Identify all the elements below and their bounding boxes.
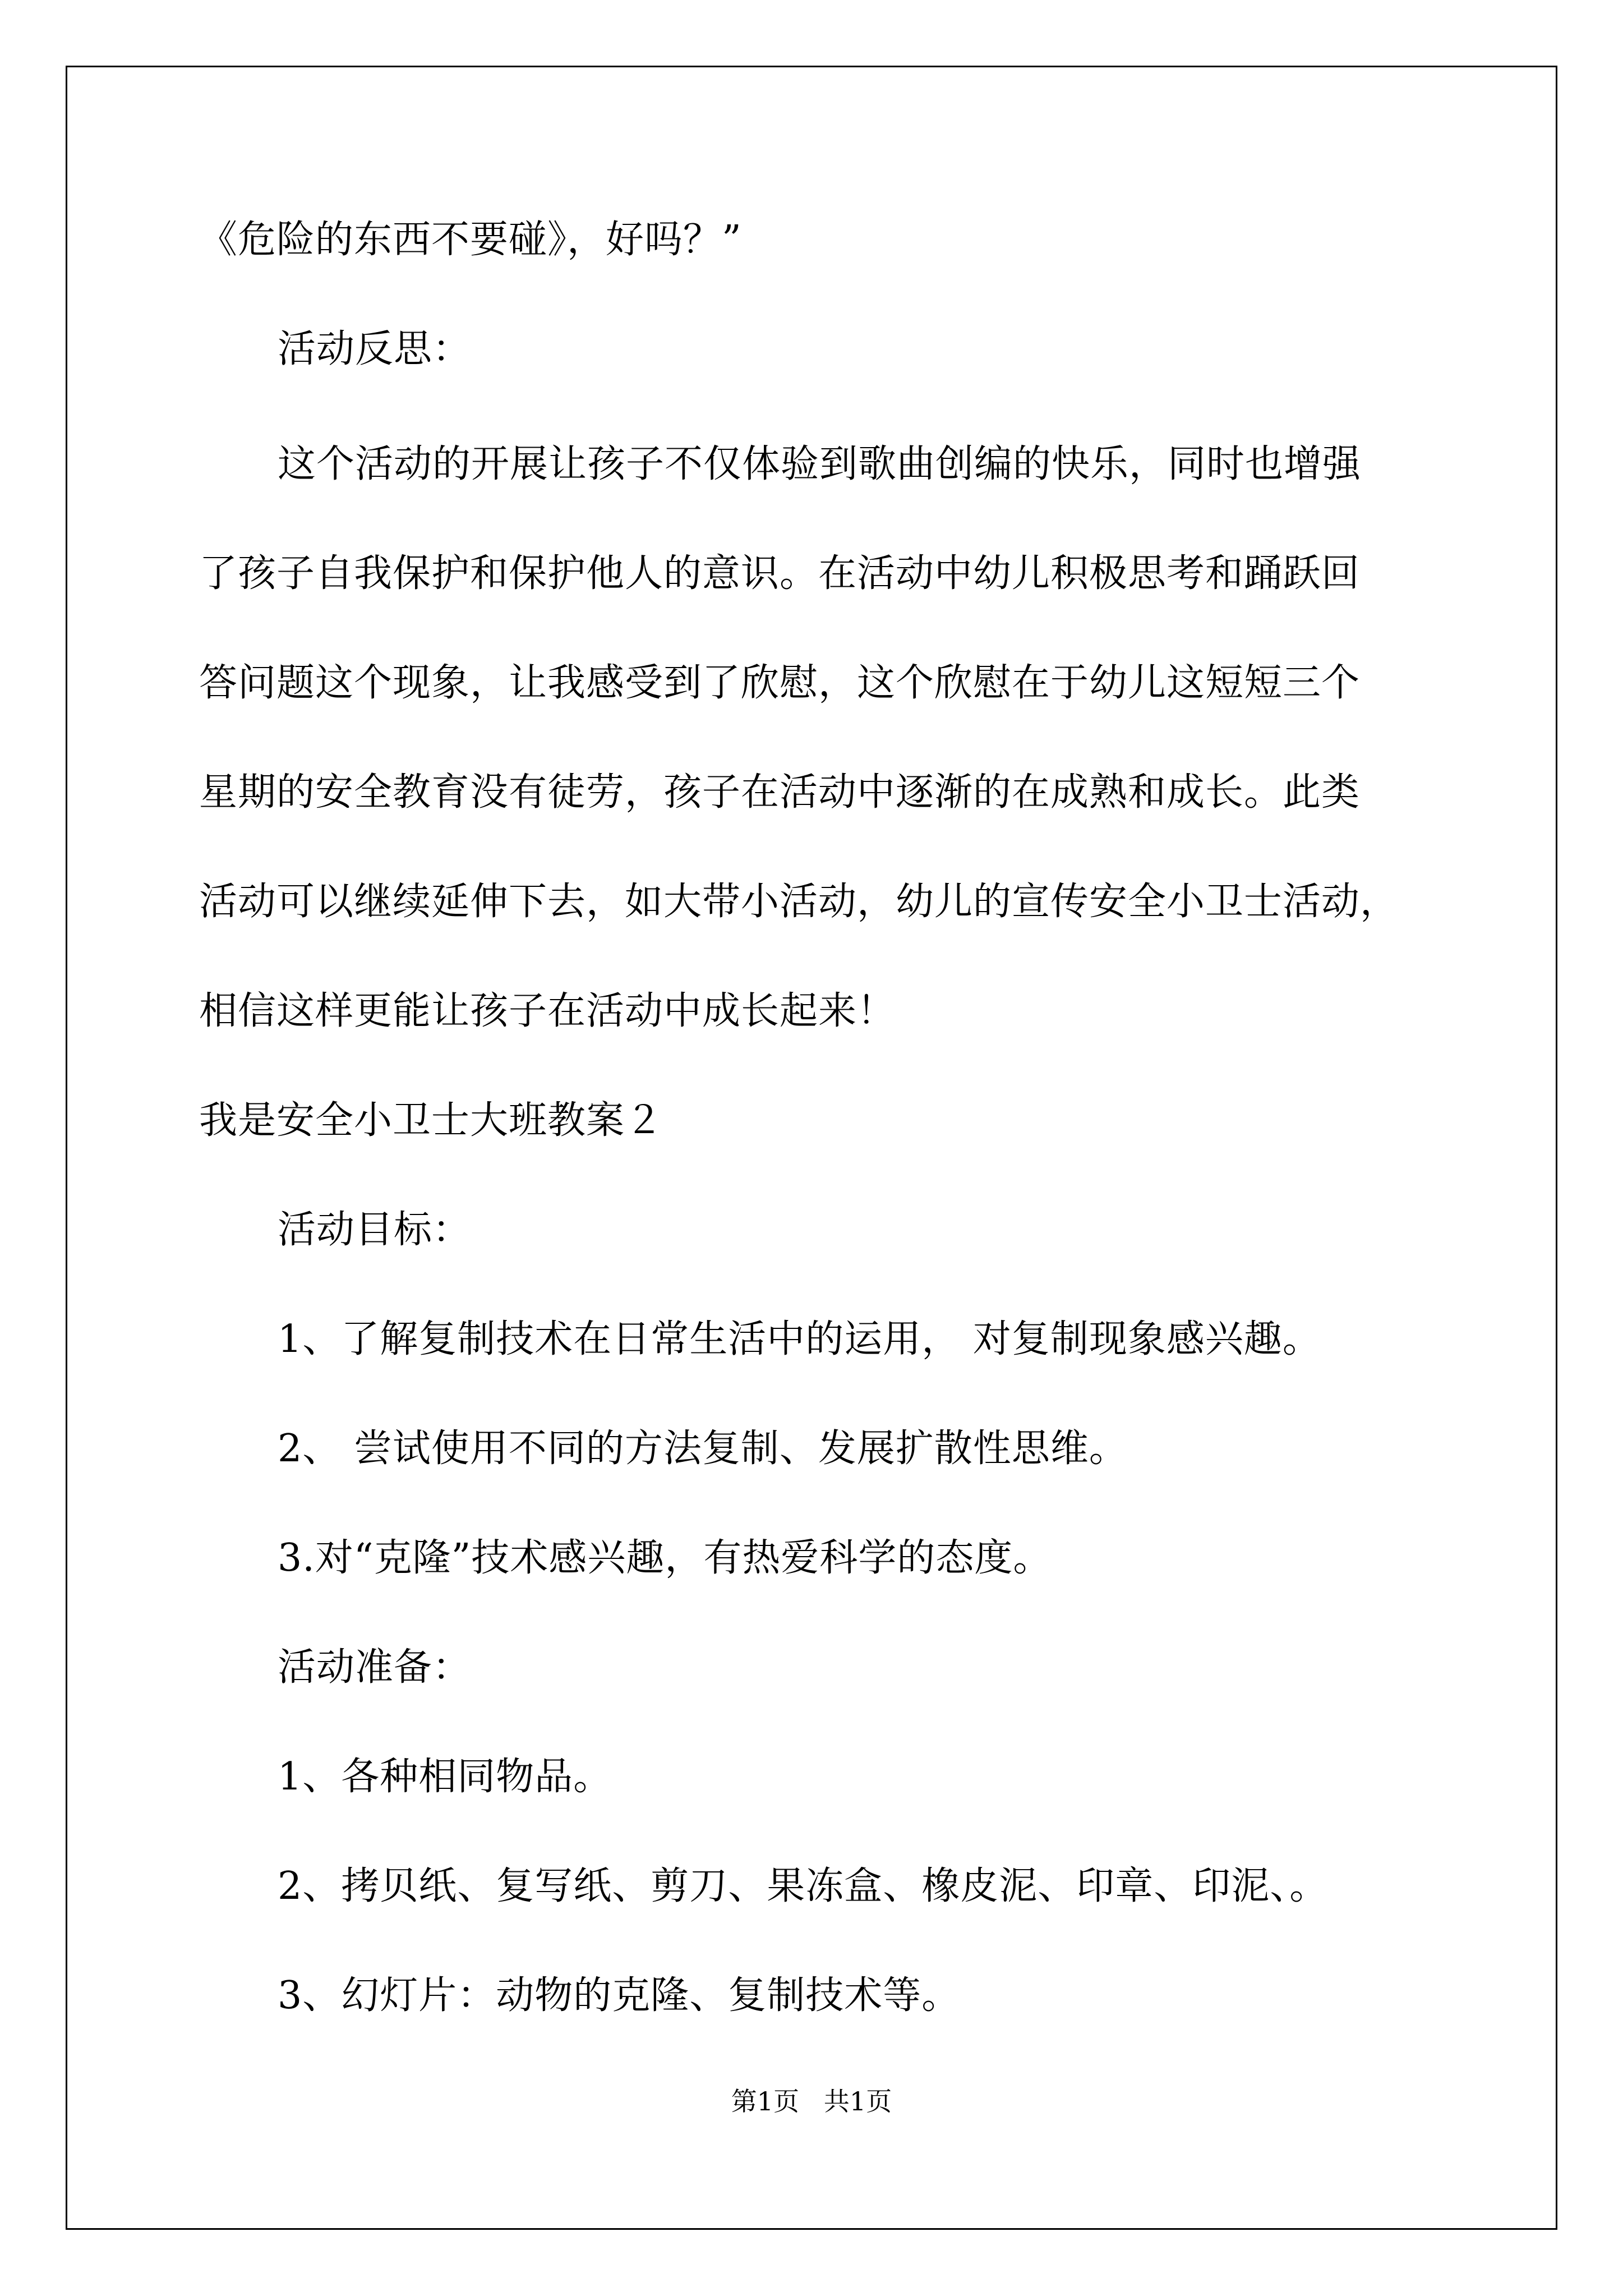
paragraph-line-4: 星期的安全教育没有徒劳，孩子在活动中逐渐的在成熟和成长。此类 — [199, 770, 1361, 815]
section-heading-preparation: 活动准备： — [278, 1645, 472, 1690]
goal-item-2: 2、 尝试使用不同的方法复制、发展扩散性思维。 — [278, 1427, 1128, 1471]
page-number-footer: 第1页 共1页 — [731, 2086, 892, 2116]
preparation-item-2: 2、拷贝纸、复写纸、剪刀、果冻盒、橡皮泥、印章、印泥、。 — [278, 1864, 1329, 1908]
goal-item-3: 3.对“克隆”技术感兴趣，有热爱科学的态度。 — [278, 1536, 1052, 1580]
section-heading-reflection: 活动反思： — [278, 327, 472, 371]
preparation-item-1: 1、各种相同物品。 — [278, 1755, 612, 1799]
paragraph-line-1: 这个活动的开展让孩子不仅体验到歌曲创编的快乐，同时也增强 — [278, 442, 1362, 486]
paragraph-line-5: 活动可以继续延伸下去，如大带小活动，幼儿的宣传安全小卫士活动， — [199, 880, 1399, 924]
goal-item-1: 1、了解复制技术在日常生活中的运用， 对复制现象感兴趣。 — [278, 1317, 1321, 1361]
text-line-1: 《危险的东西不要碰》，好吗？” — [199, 218, 742, 262]
paragraph-line-2: 了孩子自我保护和保护他人的意识。在活动中幼儿积极思考和踊跃回 — [199, 551, 1361, 596]
preparation-item-3: 3、幻灯片：动物的克隆、复制技术等。 — [278, 1973, 961, 2018]
paragraph-line-6: 相信这样更能让孩子在活动中成长起来！ — [199, 989, 896, 1033]
document-title: 我是安全小卫士大班教案２ — [199, 1098, 664, 1143]
section-heading-goals: 活动目标： — [278, 1208, 472, 1252]
paragraph-line-3: 答问题这个现象，让我感受到了欣慰，这个欣慰在于幼儿这短短三个 — [199, 661, 1361, 705]
